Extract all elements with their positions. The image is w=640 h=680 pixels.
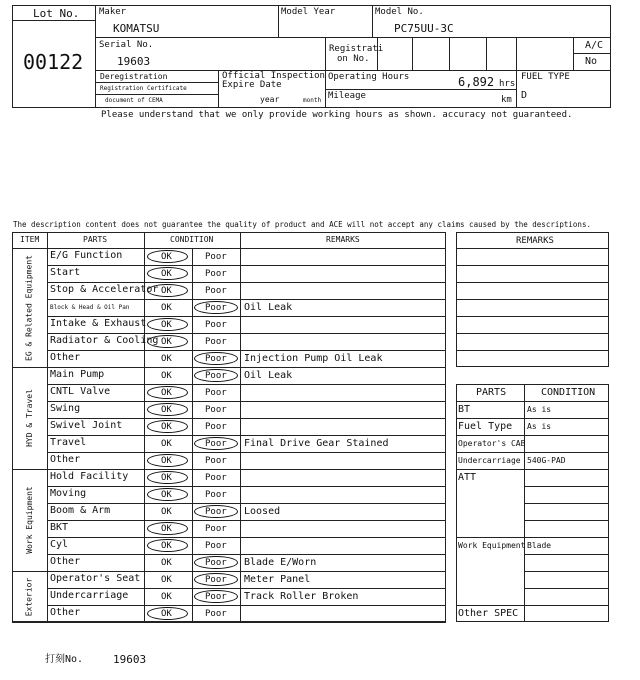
poor-option[interactable]: Poor [205,609,227,619]
table-row-part: Other [50,607,81,618]
table-row-remark: Oil Leak [244,370,293,381]
ok-option[interactable]: OK [161,320,172,330]
maker-value: KOMATSU [113,22,160,35]
poor-option[interactable]: Poor [205,286,227,296]
ok-selected-oval [147,386,188,399]
table-row-part: Travel [50,437,87,448]
table-row-part: Other [50,454,81,465]
ok-selected-oval [147,267,188,280]
right-row-condition: 540G-PAD [527,456,566,465]
ac-value: No [585,56,598,67]
header-parts: PARTS [83,235,108,244]
ok-option[interactable]: OK [161,473,172,483]
month-label: month [303,97,322,104]
table-row-remark: Final Drive Gear Stained [244,438,389,449]
ok-option[interactable]: OK [161,286,172,296]
right-row-part: Work Equipment [458,541,526,550]
table-row-part: Stop & Accelerator [50,284,159,295]
disclaimer: The description content does not guarantee the quality of product and ACE will not accept any claims caused by the descriptions. [13,220,591,229]
right-row-part: Fuel Type [458,421,513,432]
poor-option[interactable]: Poor [205,507,227,517]
cema-label: document of CEMA [105,97,163,104]
table-row-part: Operator's Seat [50,573,141,584]
parts-condition-table [456,384,609,622]
ok-option[interactable]: OK [161,337,172,347]
table-row-part: CNTL Valve [50,386,111,397]
ok-option[interactable]: OK [161,269,172,279]
poor-option[interactable]: Poor [205,456,227,466]
poor-option[interactable]: Poor [205,439,227,449]
table-row-part: Start [50,267,81,278]
poor-option[interactable]: Poor [205,354,227,364]
poor-selected-oval [194,573,238,586]
hrs-unit: hrs [499,79,516,89]
ok-option[interactable]: OK [161,354,172,364]
right-row-part: Other SPEC [458,608,519,619]
km-unit: km [501,95,512,105]
right-row-part: ATT [458,472,477,483]
inspection-table [12,232,446,622]
serial-value: 19603 [117,55,151,68]
ok-option[interactable]: OK [161,303,172,313]
ok-option[interactable]: OK [161,575,172,585]
operating-hours-value: 6,892 [458,75,495,89]
table-row-part: Swing [50,403,81,414]
footer-value: 19603 [113,653,147,666]
inspection-label-1: Official Inspection [222,71,325,81]
table-row-remark: Loosed [244,506,281,517]
poor-option[interactable]: Poor [205,388,227,398]
table-row-part: Radiator & Cooling [50,335,159,346]
table-row-part: Moving [50,488,87,499]
ok-selected-oval [147,607,188,620]
year-label: year [260,95,280,104]
model-no-label: Model No. [375,7,424,17]
hours-note: Please understand that we only provide working hours as shown. accuracy not guaranteed. [101,110,573,120]
right-row-condition: As is [527,405,552,414]
poor-option[interactable]: Poor [205,490,227,500]
ok-selected-oval [147,335,188,348]
table-row-part: Boom & Arm [50,505,111,516]
deregistration-label: Deregistration [100,72,168,81]
poor-selected-oval [194,556,238,569]
table-row-part: Other [50,556,81,567]
table-row-part: BKT [50,522,69,533]
ok-selected-oval [147,471,188,484]
operating-hours-label: Operating Hours [328,72,410,82]
ok-option[interactable]: OK [161,422,172,432]
right-row-condition: Blade [527,541,552,550]
right-row-part: Operator's CAB [458,439,526,448]
ok-option[interactable]: OK [161,371,172,381]
poor-option[interactable]: Poor [205,269,227,279]
ok-option[interactable]: OK [161,609,172,619]
ok-selected-oval [147,284,188,297]
poor-option[interactable]: Poor [205,303,227,313]
poor-option[interactable]: Poor [205,252,227,262]
poor-option[interactable]: Poor [205,405,227,415]
fuel-type-label: FUEL TYPE [521,72,570,82]
poor-option[interactable]: Poor [205,592,227,602]
ok-selected-oval [147,318,188,331]
header-condition: CONDITION [170,235,214,244]
ok-selected-oval [147,454,188,467]
ok-selected-oval [147,539,188,552]
right-condition-header: CONDITION [541,387,596,398]
maker-label: Maker [99,7,127,17]
footer-label: 打刻No. [45,654,84,665]
group-label: HYD & Travel [24,389,34,447]
poor-selected-oval [194,369,238,382]
table-row-part: Swivel Joint [50,420,123,431]
table-row-part: Main Pump [50,369,105,380]
table-row-remark: Blade E/Worn [244,557,317,568]
lot-label: Lot No. [33,7,80,20]
table-row-part: Hold Facility [50,471,129,482]
header-item: ITEM [20,235,40,244]
registration-label-2: on No. [337,54,370,64]
right-row-part: BT [458,404,471,415]
poor-selected-oval [194,505,238,518]
poor-selected-oval [194,437,238,450]
ok-option[interactable]: OK [161,252,172,262]
poor-option[interactable]: Poor [205,575,227,585]
model-year-label: Model Year [281,7,336,17]
ok-selected-oval [147,250,188,263]
ac-label: A/C [585,40,604,51]
table-row-remark: Meter Panel [244,574,311,585]
poor-option[interactable]: Poor [205,524,227,534]
ok-selected-oval [147,488,188,501]
right-row-part: Undercarriage [458,456,521,465]
poor-option[interactable]: Poor [205,422,227,432]
group-label: EG & Related Equipment [24,254,34,361]
poor-option[interactable]: Poor [205,473,227,483]
ok-option[interactable]: OK [161,592,172,602]
poor-option[interactable]: Poor [205,320,227,330]
ok-selected-oval [147,403,188,416]
poor-option[interactable]: Poor [205,541,227,551]
ok-option[interactable]: OK [161,456,172,466]
ok-option[interactable]: OK [161,490,172,500]
model-no-value: PC75UU-3C [394,22,454,35]
table-row-remark: Track Roller Broken [244,591,359,602]
ok-option[interactable]: OK [161,558,172,568]
table-row-part: Other [50,352,81,363]
lot-number: 00122 [23,50,84,74]
poor-selected-oval [194,590,238,603]
group-label: Exterior [24,577,34,616]
registration-cert-label: Registration Certificate [100,85,187,92]
ok-selected-oval [147,420,188,433]
poor-option[interactable]: Poor [205,337,227,347]
ok-selected-oval [147,522,188,535]
table-row-remark: Injection Pump Oil Leak [244,353,383,364]
table-row-remark: Oil Leak [244,302,293,313]
ok-option[interactable]: OK [161,405,172,415]
ok-option[interactable]: OK [161,388,172,398]
header-remarks: REMARKS [326,235,360,244]
poor-option[interactable]: Poor [205,371,227,381]
right-row-condition: As is [527,422,552,431]
right-remarks-header: REMARKS [516,236,554,246]
group-label: Work Equipment [24,486,34,554]
inspection-label-2: Expire Date [222,80,282,90]
mileage-label: Mileage [328,91,366,101]
poor-selected-oval [194,352,238,365]
poor-selected-oval [194,301,238,314]
poor-option[interactable]: Poor [205,558,227,568]
right-parts-header: PARTS [476,387,507,398]
table-row-part: Cyl [50,539,69,550]
ok-option[interactable]: OK [161,524,172,534]
fuel-type-value: D [521,90,528,101]
serial-label: Serial No. [99,40,154,50]
table-row-part: Undercarriage [50,590,129,601]
registration-label-1: Registrati [329,44,384,54]
ok-option[interactable]: OK [161,439,172,449]
ok-option[interactable]: OK [161,507,172,517]
table-row-part: Block & Head & Oil Pan [50,304,130,311]
table-row-part: Intake & Exhaust [50,318,147,329]
table-row-part: E/G Function [50,250,123,261]
ok-option[interactable]: OK [161,541,172,551]
